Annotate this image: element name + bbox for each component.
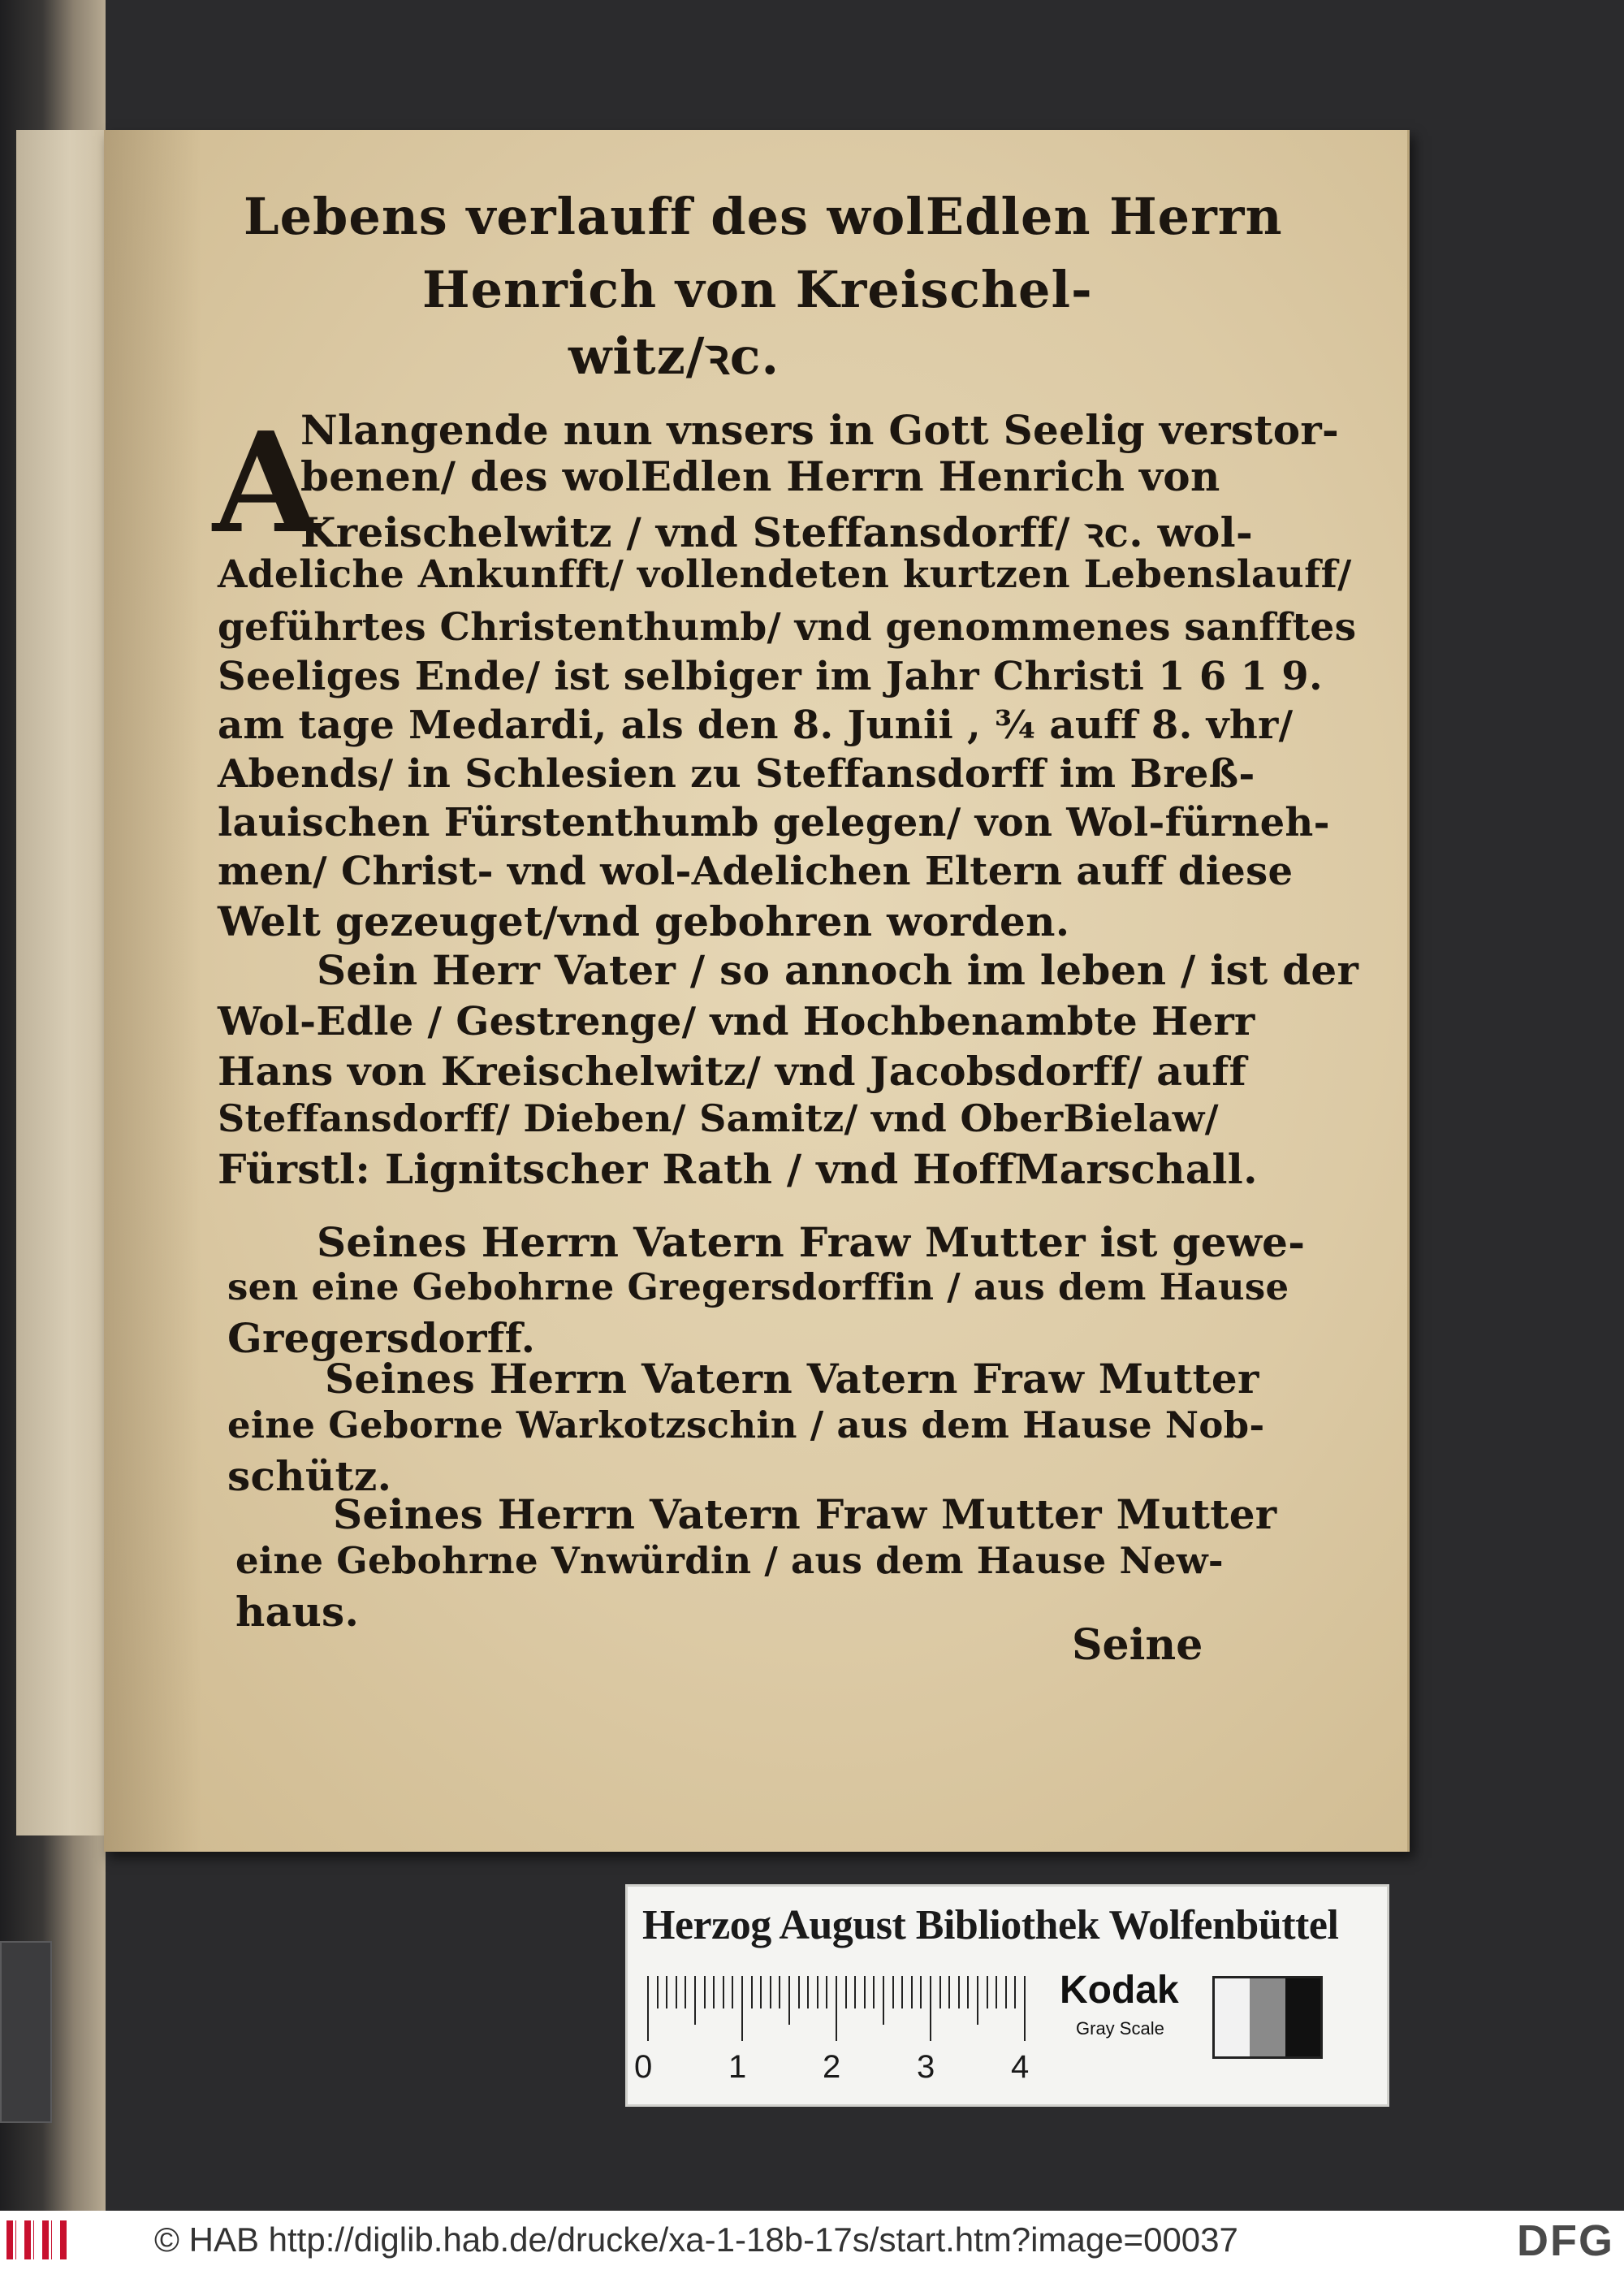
gray-scale-label: Gray Scale: [1076, 2018, 1164, 2039]
catchword: Seine: [1072, 1620, 1203, 1670]
ruler-tick: [892, 1976, 894, 2008]
text-line: Gregersdorff.: [227, 1314, 536, 1362]
text-line: Wol-Edle / Gestrenge/ vnd Hochbenambte Herr: [218, 999, 1255, 1044]
ruler-tick: [685, 1976, 686, 2008]
ruler-tick: [694, 1976, 696, 2025]
text-line: Seines Herrn Vatern Vatern Fraw Mutter: [325, 1355, 1259, 1403]
text-line: schütz.: [227, 1452, 392, 1500]
text-line: geführtes Christenthumb/ vnd genommenes sanfftes: [218, 605, 1357, 650]
ruler-tick: [864, 1976, 866, 2008]
ruler-tick: [987, 1976, 988, 2008]
ruler-tick: [845, 1976, 847, 2008]
text-line: eine Geborne Warkotzschin / aus dem Hause Nob-: [227, 1403, 1265, 1446]
ruler-tick: [657, 1976, 659, 2008]
scale-number: 3: [917, 2049, 935, 2085]
spine-label: [0, 1941, 52, 2123]
ruler-tick: [920, 1976, 922, 2008]
scale-ruler: [642, 1976, 1081, 2049]
hab-logo-icon: [6, 2220, 67, 2259]
text-line: haus.: [235, 1588, 360, 1636]
swatch-mid: [1250, 1978, 1285, 2056]
ruler-tick: [939, 1976, 941, 2008]
ruler-tick: [817, 1976, 818, 2008]
title-line-2: Henrich von Kreischel-: [422, 260, 1093, 319]
ruler-tick: [723, 1976, 724, 2008]
swatch-dark: [1285, 1978, 1320, 2056]
ruler-tick: [967, 1976, 969, 2008]
ruler-tick: [930, 1976, 931, 2041]
ruler-tick: [958, 1976, 960, 2008]
text-line: Seines Herrn Vatern Fraw Mutter ist gewe-: [317, 1218, 1306, 1266]
drop-cap: A: [213, 402, 320, 564]
ruler-tick: [798, 1976, 800, 2008]
kodak-logo: Kodak: [1060, 1969, 1179, 2012]
ruler-tick: [760, 1976, 762, 2008]
swatch-light: [1215, 1978, 1250, 2056]
title-line-1: Lebens verlauff des wolEdlen Herrn: [244, 187, 1283, 246]
ruler-tick: [948, 1976, 950, 2008]
text-line: am tage Medardi, als den 8. Junii , ¾ auff 8. vhr/: [218, 703, 1294, 748]
scale-number: 1: [728, 2049, 747, 2085]
previous-page-edge: [16, 130, 107, 1835]
copyright-url[interactable]: © HAB http://diglib.hab.de/drucke/xa-1-18b-17s/start.htm?image=00037: [154, 2220, 1238, 2259]
text-line: Nlangende nun vnsers in Gott Seelig verstor-: [300, 406, 1340, 454]
scale-number: 0: [634, 2049, 653, 2085]
text-line: Welt gezeuget/vnd gebohren worden.: [218, 897, 1070, 945]
ruler-tick: [807, 1976, 809, 2008]
ruler-tick: [911, 1976, 913, 2008]
ruler-tick: [901, 1976, 903, 2008]
ruler-tick: [826, 1976, 827, 2008]
text-line: Seeliges Ende/ ist selbiger im Jahr Christi 1 6 1 9.: [218, 654, 1323, 699]
ruler-tick: [1005, 1976, 1007, 2008]
text-line: Steffansdorff/ Dieben/ Samitz/ vnd OberBielaw/: [218, 1096, 1219, 1140]
scale-number: 2: [823, 2049, 841, 2085]
text-line: sen eine Gebohrne Gregersdorffin / aus dem Hause: [227, 1265, 1289, 1308]
text-line: benen/ des wolEdlen Herrn Henrich von: [300, 452, 1220, 500]
ruler-tick: [788, 1976, 790, 2025]
text-line: Abends/ in Schlesien zu Steffansdorff im Breß-: [218, 751, 1255, 797]
color-scale-card: [625, 1884, 1389, 2107]
text-line: eine Gebohrne Vnwürdin / aus dem Hause New-: [235, 1539, 1224, 1582]
ruler-tick: [676, 1976, 677, 2008]
text-line: Kreischelwitz / vnd Steffansdorff/ ꝛc. wol-: [300, 508, 1254, 556]
ruler-tick: [770, 1976, 771, 2008]
ruler-tick: [779, 1976, 780, 2008]
ruler-tick: [1014, 1976, 1016, 2008]
dfg-logo: DFG: [1517, 2216, 1614, 2265]
scale-number: 4: [1011, 2049, 1030, 2085]
ruler-tick: [836, 1976, 837, 2041]
ruler-tick: [704, 1976, 706, 2008]
ruler-tick: [751, 1976, 753, 2008]
ruler-tick: [996, 1976, 997, 2008]
ruler-tick: [713, 1976, 715, 2008]
ruler-tick: [977, 1976, 978, 2025]
ruler-tick: [647, 1976, 649, 2041]
text-line: Sein Herr Vater / so annoch im leben / ist der: [317, 946, 1359, 994]
ruler-tick: [741, 1976, 743, 2041]
ruler-tick: [854, 1976, 856, 2008]
footer-bar: [0, 2211, 1624, 2270]
gray-swatches: [1212, 1976, 1323, 2059]
text-line: Hans von Kreischelwitz/ vnd Jacobsdorff/ auff: [218, 1048, 1247, 1095]
library-name: Herzog August Bibliothek Wolfenbüttel: [642, 1902, 1339, 1948]
ruler-tick: [1024, 1976, 1026, 2041]
text-line: Fürstl: Lignitscher Rath / vnd HoffMarschall.: [218, 1145, 1258, 1193]
text-line: lauischen Fürstenthumb gelegen/ von Wol-fürneh-: [218, 800, 1330, 845]
text-line: Seines Herrn Vatern Fraw Mutter Mutter: [333, 1490, 1277, 1538]
ruler-tick: [883, 1976, 884, 2025]
text-line: Adeliche Ankunfft/ vollendeten kurtzen Lebenslauff/: [218, 552, 1352, 597]
text-line: men/ Christ- vnd wol-Adelichen Eltern auff diese: [218, 849, 1294, 894]
ruler-tick: [873, 1976, 875, 2008]
ruler-tick: [732, 1976, 733, 2008]
title-line-3: witz/ꝛc.: [568, 326, 780, 386]
ruler-tick: [666, 1976, 667, 2008]
